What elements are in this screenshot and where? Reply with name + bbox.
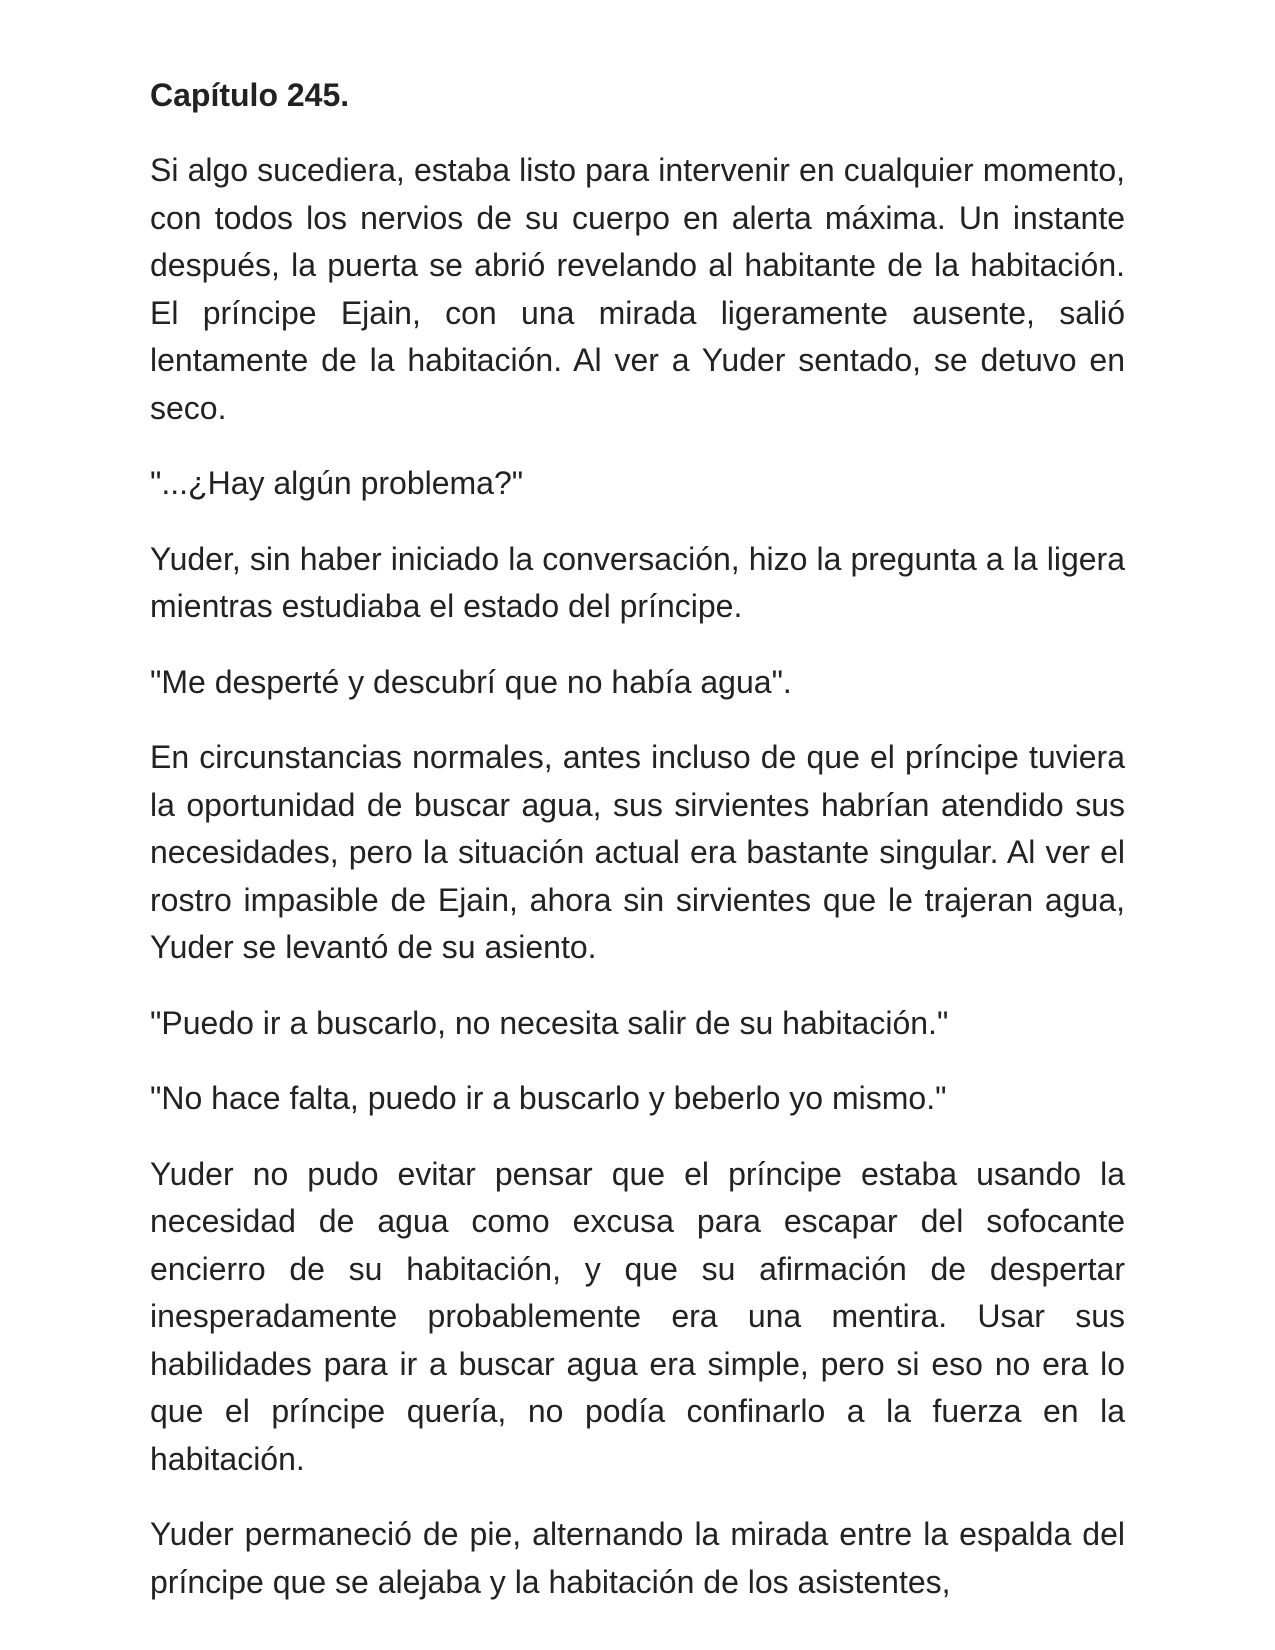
paragraph-5: En circunstancias normales, antes incluso de que el príncipe tuviera la oportunidad de buscar agua, sus sirvientes habrían atendido sus necesidades, pero la situación actual era bastante singular. Al ver el rostro impasible de Ejain, ahora sin sirvientes que le trajeran agua, Yuder se levantó de su asiento. [150,739,1125,965]
paragraph-6: "Puedo ir a buscarlo, no necesita salir de su habitación." [150,1004,949,1041]
paragraph-7: "No hace falta, puedo ir a buscarlo y beberlo yo mismo." [150,1080,947,1116]
paragraph-4: "Me desperté y descubrí que no había agua". [150,663,792,700]
chapter-title: Capítulo 245. [150,77,350,113]
paragraph-8: Yuder no pudo evitar pensar que el príncipe estaba usando la necesidad de agua como excusa para escapar del sofocante encierro de su habitación, y que su afirmación de despertar inesperadamente probablemente era una mentira. Usar sus habilidades para ir a buscar agua era simple, pero si eso no era lo que el príncipe quería, no podía confinarlo a la fuerza en la habitación. [150,1155,1125,1477]
paragraph-3: Yuder, sin haber iniciado la conversación, hizo la pregunta a la ligera mientras estudiaba el estado del príncipe. [150,540,1125,624]
paragraph-1: Si algo sucediera, estaba listo para intervenir en cualquier momento, con todos los nervios de su cuerpo en alerta máxima. Un instante después, la puerta se abrió revelando al habitante de la habitación. El príncipe Ejain, con una mirada ligeramente ausente, salió lentamente de la habitación. Al ver a Yuder sentado, se detuvo en seco. [150,152,1125,426]
paragraph-9: Yuder permaneció de pie, alternando la mirada entre la espalda del príncipe que se alejaba y la habitación de los asistentes, [150,1516,1125,1600]
document-body [150,72,1125,1634]
paragraph-2: "...¿Hay algún problema?" [150,465,524,501]
